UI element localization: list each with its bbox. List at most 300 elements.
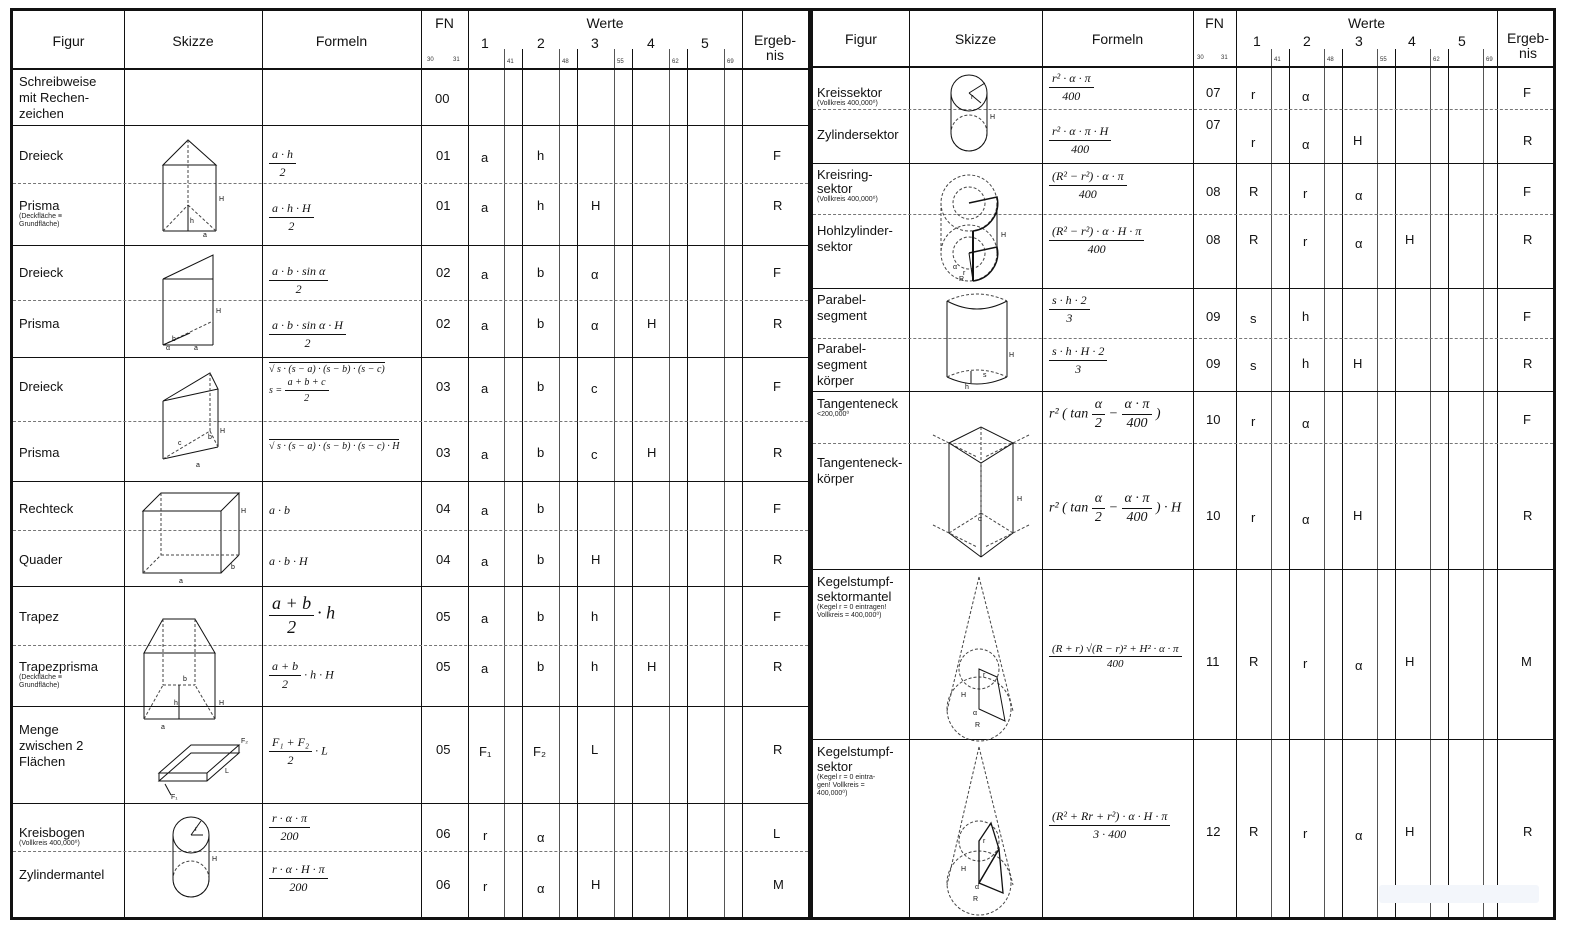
fn-07b: 07 bbox=[1206, 117, 1221, 132]
sketch-prism-triangle-01 bbox=[158, 135, 228, 239]
formula-05-trapez bbox=[269, 593, 335, 638]
f10b-f1n: α bbox=[1092, 491, 1105, 509]
v05a-2: b bbox=[537, 609, 545, 624]
formula-02-prisma bbox=[269, 318, 346, 351]
werte-col-4: 4 bbox=[647, 35, 655, 51]
sketch-03-a: a bbox=[196, 462, 200, 469]
figur-parabelsegmentkoerper: Parabel-segment körper bbox=[817, 341, 867, 388]
erg-03a: F bbox=[773, 379, 781, 394]
sketch-04-H: H bbox=[241, 508, 247, 515]
f10a-mid: − bbox=[1108, 406, 1119, 422]
werte-code-48: 48 bbox=[562, 59, 569, 65]
f11-num: (R + r) √(R − r)² + H² · α · π bbox=[1049, 643, 1182, 657]
fn-09a: 09 bbox=[1206, 309, 1221, 324]
erg-03b: R bbox=[773, 445, 783, 460]
sketch-12-alpha: α bbox=[975, 884, 980, 891]
erg-05b: R bbox=[773, 659, 783, 674]
werte-col-2: 2 bbox=[537, 35, 545, 51]
fn-09b: 09 bbox=[1206, 356, 1221, 371]
sketch-01-H: H bbox=[219, 196, 225, 203]
f10a-pre: r² ( tan bbox=[1049, 406, 1089, 422]
f02b-num: a · b · sin α · H bbox=[269, 318, 346, 335]
fn-04b: 04 bbox=[436, 552, 451, 567]
erg-06b: M bbox=[773, 877, 784, 892]
erg-10b: R bbox=[1523, 508, 1533, 523]
figur-schreibweise: Schreibweise mit Rechen-zeichen bbox=[19, 74, 97, 121]
erg-12: R bbox=[1523, 824, 1533, 839]
v10b-3: H bbox=[1353, 508, 1363, 523]
figur-tangenteneck bbox=[817, 396, 898, 419]
f10a-f1n: α bbox=[1092, 397, 1105, 415]
sketch-parabola-body bbox=[943, 291, 1019, 389]
erg-08b: R bbox=[1523, 232, 1533, 247]
figur-kreissektor bbox=[817, 85, 882, 108]
v10a-1: r bbox=[1251, 414, 1256, 429]
erg-09a: F bbox=[1523, 309, 1531, 324]
v03a-3: c bbox=[591, 381, 598, 396]
v11-1: R bbox=[1249, 654, 1259, 669]
v03b-4: H bbox=[647, 445, 657, 460]
v07b-1: r bbox=[1251, 135, 1256, 150]
f10b-f2n: α · π bbox=[1122, 491, 1153, 509]
formula-03-prisma: √ s · (s − a) · (s − b) · (s − c) · H bbox=[269, 441, 400, 452]
v04a-2: b bbox=[537, 501, 545, 516]
f10a-post: ) bbox=[1155, 406, 1161, 422]
f09a-num: s · h · 2 bbox=[1049, 293, 1090, 310]
erg-04a: F bbox=[773, 501, 781, 516]
r-werte-col-2: 2 bbox=[1303, 33, 1311, 49]
figur-menge: Menge zwischen 2 Flächen bbox=[19, 722, 84, 769]
f01a-den: 2 bbox=[279, 165, 286, 179]
f06b-den: 200 bbox=[289, 880, 308, 894]
v12-1: R bbox=[1249, 824, 1259, 839]
sketch-03-H: H bbox=[220, 428, 226, 435]
erg-10a: F bbox=[1523, 412, 1531, 427]
sketch-08-H: H bbox=[1001, 232, 1007, 239]
f12-num: (R² + Rr + r²) · α · H · π bbox=[1049, 809, 1170, 826]
f01b-num: a · h · H bbox=[269, 201, 314, 218]
figur-ks-note: (Kegel r = 0 eintra-gen! Vollkreis = 400,000⁰) bbox=[817, 774, 876, 797]
f05c-den: 2 bbox=[287, 753, 294, 767]
erg-08a: F bbox=[1523, 184, 1531, 199]
figur-tangenteneck-label: Tangenteneck bbox=[817, 396, 898, 411]
sketch-05c-F2: F₂ bbox=[241, 738, 248, 745]
figur-ksm-note: (Kegel r = 0 eintragen! Vollkreis = 400,000⁰) bbox=[817, 604, 887, 619]
v06a-1: r bbox=[483, 828, 488, 843]
figur-dreieck-02: Dreieck bbox=[19, 265, 64, 280]
f10b-mid: − bbox=[1108, 500, 1119, 516]
figur-prisma-02: Prisma bbox=[19, 316, 60, 331]
f08a-den: 400 bbox=[1078, 187, 1097, 201]
f05b-num: a + b bbox=[269, 659, 301, 676]
v03b-3: c bbox=[591, 447, 598, 462]
v06b-2: α bbox=[537, 881, 545, 896]
header-fn: FN bbox=[435, 15, 454, 31]
sketch-08-R: R bbox=[959, 276, 965, 283]
v04b-3: H bbox=[591, 552, 601, 567]
figur-kreisbogen bbox=[19, 825, 85, 848]
sketch-06-H: H bbox=[212, 856, 218, 863]
sketch-02-alpha: α bbox=[166, 345, 171, 352]
f10b-f1d: 2 bbox=[1094, 510, 1102, 525]
figur-parabelsegment: Parabel-segment bbox=[817, 292, 867, 323]
v09a-1: s bbox=[1250, 311, 1257, 326]
v07b-3: H bbox=[1353, 133, 1363, 148]
werte-code-69: 69 bbox=[727, 59, 734, 65]
v02b-3: α bbox=[591, 318, 599, 333]
v01b-1: a bbox=[481, 200, 489, 215]
header-ergebnis-line2: nis bbox=[766, 47, 784, 63]
figur-ksm-label: Kegelstumpf-sektormantel bbox=[817, 574, 894, 604]
f05c-tail: · L bbox=[315, 743, 328, 758]
f10b-f2d: 400 bbox=[1126, 510, 1148, 525]
sketch-12-r: r bbox=[983, 838, 986, 845]
v03b-1: a bbox=[481, 447, 489, 462]
sketch-02-b: b bbox=[172, 336, 176, 343]
v10b-1: r bbox=[1251, 510, 1256, 525]
f03a-root: √ s · (s − a) · (s − b) · (s − c) bbox=[269, 364, 385, 375]
figur-rechteck: Rechteck bbox=[19, 501, 74, 516]
f02b-den: 2 bbox=[304, 336, 311, 350]
v12-3: α bbox=[1355, 828, 1363, 843]
figur-trapez: Trapez bbox=[19, 609, 59, 624]
figur-zylindermantel: Zylindermantel bbox=[19, 867, 105, 882]
fn-01b: 01 bbox=[436, 198, 451, 213]
v09b-3: H bbox=[1353, 356, 1363, 371]
v05b-1: a bbox=[481, 661, 489, 676]
header-ergebnis bbox=[742, 33, 808, 63]
v05a-3: h bbox=[591, 609, 599, 624]
sketch-tangent-body bbox=[929, 417, 1033, 567]
v10a-2: α bbox=[1302, 416, 1310, 431]
formula-08-hohlzylindersektor bbox=[1049, 224, 1144, 257]
werte-code-55: 55 bbox=[617, 59, 624, 65]
f02a-num: a · b · sin α bbox=[269, 264, 328, 281]
f09b-num: s · h · H · 2 bbox=[1049, 344, 1107, 361]
werte-col-1: 1 bbox=[481, 35, 489, 51]
v05b-4: H bbox=[647, 659, 657, 674]
formula-09-parabelsegment bbox=[1049, 293, 1090, 326]
sketch-08-r: r bbox=[963, 270, 966, 277]
sketch-frustum-sector bbox=[939, 743, 1023, 913]
sketch-11-H: H bbox=[961, 692, 967, 699]
f05a-num: a + b bbox=[269, 593, 314, 616]
formula-05-trapezprisma bbox=[269, 659, 334, 692]
sketch-02-a: a bbox=[194, 345, 198, 352]
r-werte-col-5: 5 bbox=[1458, 33, 1466, 49]
right-table bbox=[810, 8, 1556, 920]
f05b-tail: · h · H bbox=[304, 667, 334, 682]
r-header-ergebnis-line2: nis bbox=[1519, 45, 1537, 61]
erg-02a: F bbox=[773, 265, 781, 280]
v06b-3: H bbox=[591, 877, 601, 892]
werte-col-5: 5 bbox=[701, 35, 709, 51]
v06a-2: α bbox=[537, 830, 545, 845]
header-skizze: Skizze bbox=[172, 33, 214, 49]
sketch-11-r: r bbox=[983, 672, 986, 679]
sketch-12-R: R bbox=[973, 896, 979, 903]
v09b-2: h bbox=[1302, 356, 1310, 371]
sketch-prism-triangle-03 bbox=[158, 367, 228, 473]
v05b-3: h bbox=[591, 659, 599, 674]
f08b-num: (R² − r²) · α · H · π bbox=[1049, 224, 1144, 241]
f06a-num: r · α · π bbox=[269, 811, 310, 828]
fn-05b: 05 bbox=[436, 659, 451, 674]
f07b-den: 400 bbox=[1071, 142, 1090, 156]
r-header-werte: Werte bbox=[1347, 15, 1386, 31]
f07a-num: r² · α · π bbox=[1049, 71, 1094, 88]
r-werte-code-48: 48 bbox=[1327, 57, 1334, 63]
v09a-2: h bbox=[1302, 309, 1310, 324]
werte-code-41: 41 bbox=[507, 59, 514, 65]
figur-kegelstumpfsektormantel bbox=[817, 574, 909, 620]
v03a-2: b bbox=[537, 379, 545, 394]
f01a-num: a · h bbox=[269, 147, 296, 164]
sketch-03-b: b bbox=[208, 434, 212, 441]
r-header-skizze: Skizze bbox=[954, 31, 997, 47]
figur-prisma-03: Prisma bbox=[19, 445, 60, 460]
figur-zylindersektor: Zylindersektor bbox=[817, 127, 899, 142]
figur-tangenteneck-note: <200,000⁰ bbox=[817, 411, 850, 418]
f09b-den: 3 bbox=[1075, 362, 1082, 376]
f06a-den: 200 bbox=[280, 829, 299, 843]
erg-01a: F bbox=[773, 148, 781, 163]
v02a-1: a bbox=[481, 267, 489, 282]
fn-06b: 06 bbox=[436, 877, 451, 892]
fn-02b: 02 bbox=[436, 316, 451, 331]
f05b-den: 2 bbox=[282, 677, 289, 691]
v01a-1: a bbox=[481, 150, 489, 165]
r-fn-code-30: 30 bbox=[1197, 55, 1204, 61]
v02b-1: a bbox=[481, 318, 489, 333]
v08b-4: H bbox=[1405, 232, 1415, 247]
figur-kreisringsektor bbox=[817, 168, 907, 204]
formula-12 bbox=[1049, 809, 1170, 842]
v10b-2: α bbox=[1302, 512, 1310, 527]
f02a-den: 2 bbox=[295, 282, 302, 296]
sketch-09-h: h bbox=[965, 384, 969, 391]
f06b-num: r · α · H · π bbox=[269, 862, 328, 879]
fn-07a: 07 bbox=[1206, 85, 1221, 100]
sketch-03-c: c bbox=[178, 440, 182, 447]
v07b-2: α bbox=[1302, 137, 1310, 152]
v05b-2: b bbox=[537, 659, 545, 674]
sketch-11-R: R bbox=[975, 722, 981, 729]
formula-08-kreisringsektor bbox=[1049, 169, 1127, 202]
v02b-4: H bbox=[647, 316, 657, 331]
figur-prisma-01-label: Prisma bbox=[19, 198, 60, 213]
v11-2: r bbox=[1303, 656, 1308, 671]
header-ergebnis-line1: Ergeb- bbox=[753, 32, 797, 48]
header-figur: Figur bbox=[52, 33, 85, 49]
figur-kreisbogen-label: Kreisbogen bbox=[19, 825, 85, 840]
formula-10-tangenteneckkoerper bbox=[1049, 491, 1181, 526]
v01b-2: h bbox=[537, 198, 545, 213]
figur-prisma-01 bbox=[19, 198, 99, 229]
sketch-01-h: h bbox=[190, 218, 194, 225]
v02a-3: α bbox=[591, 267, 599, 282]
f10a-f1d: 2 bbox=[1094, 416, 1102, 431]
fn-01a: 01 bbox=[436, 148, 451, 163]
figur-kreisringsektor-label: Kreisring-sektor bbox=[817, 167, 873, 196]
v12-4: H bbox=[1405, 824, 1415, 839]
f09a-den: 3 bbox=[1066, 311, 1073, 325]
formula-10-tangenteneck bbox=[1049, 397, 1161, 432]
formula-05-menge bbox=[269, 735, 328, 768]
figur-kreisringsektor-note: (Vollkreis 400,000⁰) bbox=[817, 196, 878, 203]
erg-06a: L bbox=[773, 826, 781, 841]
fn-05a: 05 bbox=[436, 609, 451, 624]
f07a-den: 400 bbox=[1062, 89, 1081, 103]
erg-09b: R bbox=[1523, 356, 1533, 371]
r-werte-code-62: 62 bbox=[1433, 57, 1440, 63]
f08a-num: (R² − r²) · α · π bbox=[1049, 169, 1127, 186]
sketch-10-H: H bbox=[1017, 496, 1023, 503]
fn-08b: 08 bbox=[1206, 232, 1221, 247]
sketch-cuboid bbox=[139, 489, 251, 585]
figur-trapezprisma bbox=[19, 659, 99, 690]
formula-02-dreieck bbox=[269, 264, 328, 297]
v08a-1: R bbox=[1249, 184, 1259, 199]
f03a-den: 2 bbox=[304, 393, 310, 404]
v05c-1: F₁ bbox=[479, 744, 492, 759]
formula-11 bbox=[1049, 643, 1182, 670]
sketch-05-b: b bbox=[183, 676, 187, 683]
figur-tangenteneckkoerper: Tangenteneck-körper bbox=[817, 455, 903, 486]
formula-04-rechteck: a · b bbox=[269, 503, 290, 517]
r-werte-code-55: 55 bbox=[1380, 57, 1387, 63]
v11-4: H bbox=[1405, 654, 1415, 669]
v04b-2: b bbox=[537, 552, 545, 567]
fn-06a: 06 bbox=[436, 826, 451, 841]
sketch-11-alpha: α bbox=[973, 710, 978, 717]
v12-2: r bbox=[1303, 826, 1308, 841]
v08b-2: r bbox=[1303, 234, 1308, 249]
erg-05a: F bbox=[773, 609, 781, 624]
f07b-num: r² · α · π · H bbox=[1049, 124, 1111, 141]
figur-trapezprisma-label: Trapezprisma bbox=[19, 659, 98, 674]
f01b-den: 2 bbox=[288, 219, 295, 233]
erg-11: M bbox=[1521, 654, 1532, 669]
v01a-2: h bbox=[537, 148, 545, 163]
r-werte-code-69: 69 bbox=[1486, 57, 1493, 63]
figur-kreissektor-label: Kreissektor bbox=[817, 85, 883, 100]
fn-10a: 10 bbox=[1206, 412, 1221, 427]
v01b-3: H bbox=[591, 198, 601, 213]
figur-hohlzylindersektor: Hohlzylinder-sektor bbox=[817, 223, 893, 254]
v02a-2: b bbox=[537, 265, 545, 280]
sketch-10-alpha: α bbox=[978, 516, 983, 523]
r-header-fn: FN bbox=[1205, 15, 1224, 31]
f05c-num: F₁ + F₂ bbox=[269, 735, 312, 752]
r-werte-col-1: 1 bbox=[1253, 33, 1261, 49]
r-header-figur: Figur bbox=[845, 31, 877, 47]
v02b-2: b bbox=[537, 316, 545, 331]
v08b-3: α bbox=[1355, 236, 1363, 251]
v05a-1: a bbox=[481, 611, 489, 626]
v11-3: α bbox=[1355, 658, 1363, 673]
formula-06-kreisbogen bbox=[269, 811, 310, 844]
sketch-trapezoid-prism bbox=[141, 609, 241, 731]
v06b-1: r bbox=[483, 879, 488, 894]
sketch-09-H: H bbox=[1009, 352, 1015, 359]
fn-10b: 10 bbox=[1206, 508, 1221, 523]
fn-00: 00 bbox=[435, 91, 450, 106]
sketch-12-H: H bbox=[961, 866, 967, 873]
erg-04b: R bbox=[773, 552, 783, 567]
erg-05c: R bbox=[773, 742, 783, 757]
v08b-1: R bbox=[1249, 232, 1259, 247]
v05c-2: F₂ bbox=[533, 744, 546, 759]
r-header-formeln: Formeln bbox=[1091, 31, 1144, 47]
sketch-hollow-cylinder-sector bbox=[937, 165, 1017, 287]
fn-03b: 03 bbox=[436, 445, 451, 460]
v03b-2: b bbox=[537, 445, 545, 460]
v07a-1: r bbox=[1251, 87, 1256, 102]
fn-code-30: 30 bbox=[427, 57, 434, 63]
fn-04a: 04 bbox=[436, 501, 451, 516]
watermark-box bbox=[1379, 885, 1539, 903]
figur-dreieck-03: Dreieck bbox=[19, 379, 64, 394]
sketch-05-h: h bbox=[174, 700, 178, 707]
figur-kreisbogen-note: (Vollkreis 400,000⁰) bbox=[19, 840, 80, 847]
r-werte-col-4: 4 bbox=[1408, 33, 1416, 49]
figur-dreieck-01: Dreieck bbox=[19, 148, 64, 163]
figur-kegelstumpfsektor bbox=[817, 744, 909, 798]
sketch-04-b: b bbox=[231, 564, 235, 571]
sketch-slab bbox=[153, 729, 253, 799]
header-werte: Werte bbox=[586, 15, 624, 31]
formula-09-parabelsegmentkoerper bbox=[1049, 344, 1107, 377]
erg-01b: R bbox=[773, 198, 783, 213]
f05a-tail: · h bbox=[317, 602, 336, 623]
v03a-1: a bbox=[481, 381, 489, 396]
fn-05c: 05 bbox=[436, 742, 451, 757]
fn-12: 12 bbox=[1206, 824, 1221, 839]
sketch-05c-L: L bbox=[225, 768, 229, 775]
sketch-05c-F1: F₁ bbox=[171, 794, 178, 801]
v08a-3: α bbox=[1355, 188, 1363, 203]
erg-07a: F bbox=[1523, 85, 1531, 100]
fn-08a: 08 bbox=[1206, 184, 1221, 199]
r-fn-code-31: 31 bbox=[1221, 55, 1228, 61]
r-header-ergebnis bbox=[1497, 31, 1556, 61]
sketch-06-r: r bbox=[195, 826, 198, 833]
fn-code-31: 31 bbox=[453, 57, 460, 63]
formula-07-kreissektor bbox=[1049, 71, 1094, 104]
sketch-01-a: a bbox=[203, 232, 207, 239]
sketch-prism-triangle-02 bbox=[158, 251, 228, 351]
sketch-cylinder-sector bbox=[941, 69, 1003, 159]
werte-col-3: 3 bbox=[591, 35, 599, 51]
sketch-04-a: a bbox=[179, 578, 183, 585]
f10b-post: ) · H bbox=[1155, 500, 1182, 516]
sketch-09-s: s bbox=[983, 372, 987, 379]
formula-03-dreieck bbox=[269, 362, 385, 405]
v07a-2: α bbox=[1302, 89, 1310, 104]
sketch-05-a: a bbox=[161, 724, 165, 731]
figur-trapezprisma-note: (Deckfläche ≡ Grundfläche) bbox=[19, 674, 62, 689]
figur-prisma-01-note: (Deckfläche ≡ Grundfläche) bbox=[19, 213, 62, 228]
v08a-2: r bbox=[1303, 186, 1308, 201]
f08b-den: 400 bbox=[1087, 242, 1106, 256]
r-werte-col-3: 3 bbox=[1355, 33, 1363, 49]
formula-04-quader: a · b · H bbox=[269, 554, 308, 568]
header-formeln: Formeln bbox=[315, 33, 368, 49]
werte-code-62: 62 bbox=[672, 59, 679, 65]
f10a-f2d: 400 bbox=[1126, 416, 1148, 431]
left-table bbox=[10, 8, 811, 920]
